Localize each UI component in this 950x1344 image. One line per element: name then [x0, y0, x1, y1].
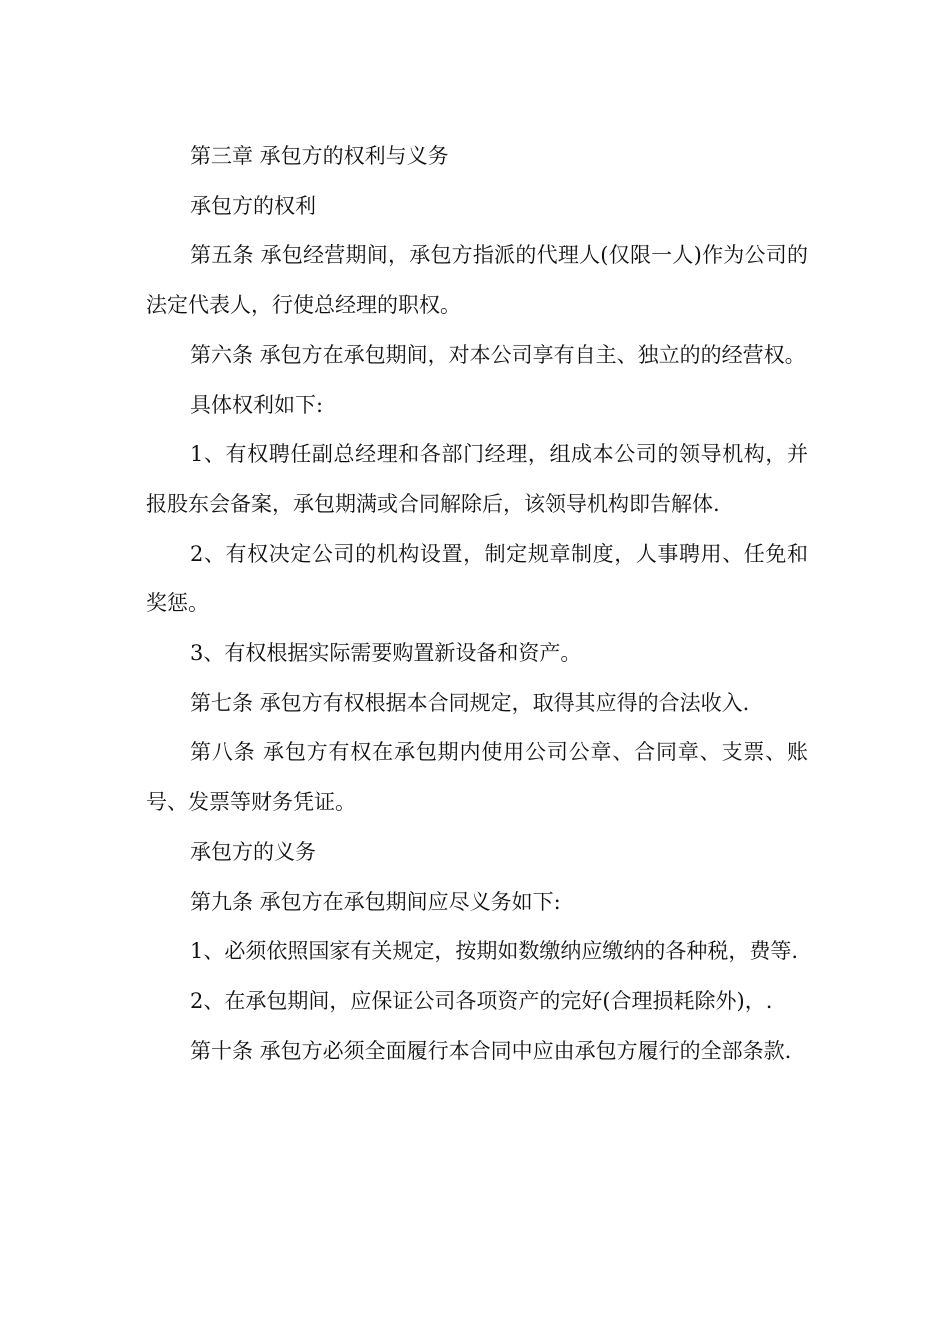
article-6-paragraph: 第六条 承包方在承包期间，对本公司享有自主、独立的的经营权。 [190, 342, 806, 367]
section-heading-obligations: 承包方的义务 [190, 839, 316, 864]
obligations-item-1: 1、必须依照国家有关规定，按期如数缴纳应缴纳的各种税，费等. [190, 939, 799, 964]
article-10-paragraph: 第十条 承包方必须全面履行本合同中应由承包方履行的全部条款. [190, 1038, 792, 1063]
article-5-paragraph: 第五条 承包经营期间，承包方指派的代理人(仅限一人)作为公司的法定代表人，行使总经理的职权。 [146, 243, 808, 318]
section-heading-rights: 承包方的权利 [190, 193, 316, 218]
obligations-item-2: 2、在承包期间，应保证公司各项资产的完好(合理损耗除外)，. [190, 988, 773, 1013]
article-8-paragraph: 第八条 承包方有权在承包期内使用公司公章、合同章、支票、账号、发票等财务凭证。 [146, 740, 808, 815]
rights-item-3: 3、有权根据实际需要购置新设备和资产。 [190, 641, 582, 666]
rights-intro-paragraph: 具体权利如下: [190, 392, 324, 417]
article-7-paragraph: 第七条 承包方有权根据本合同规定，取得其应得的合法收入. [190, 690, 750, 715]
rights-item-2: 2、有权决定公司的机构设置，制定规章制度，人事聘用、任免和奖惩。 [146, 541, 808, 616]
article-9-paragraph: 第九条 承包方在承包期间应尽义务如下: [190, 889, 561, 914]
rights-item-1: 1、有权聘任副总经理和各部门经理，组成本公司的领导机构，并报股东会备案，承包期满或合同解除后，该领导机构即告解体. [146, 442, 808, 516]
document-body [146, 132, 808, 1076]
chapter-heading: 第三章 承包方的权利与义务 [190, 144, 449, 168]
